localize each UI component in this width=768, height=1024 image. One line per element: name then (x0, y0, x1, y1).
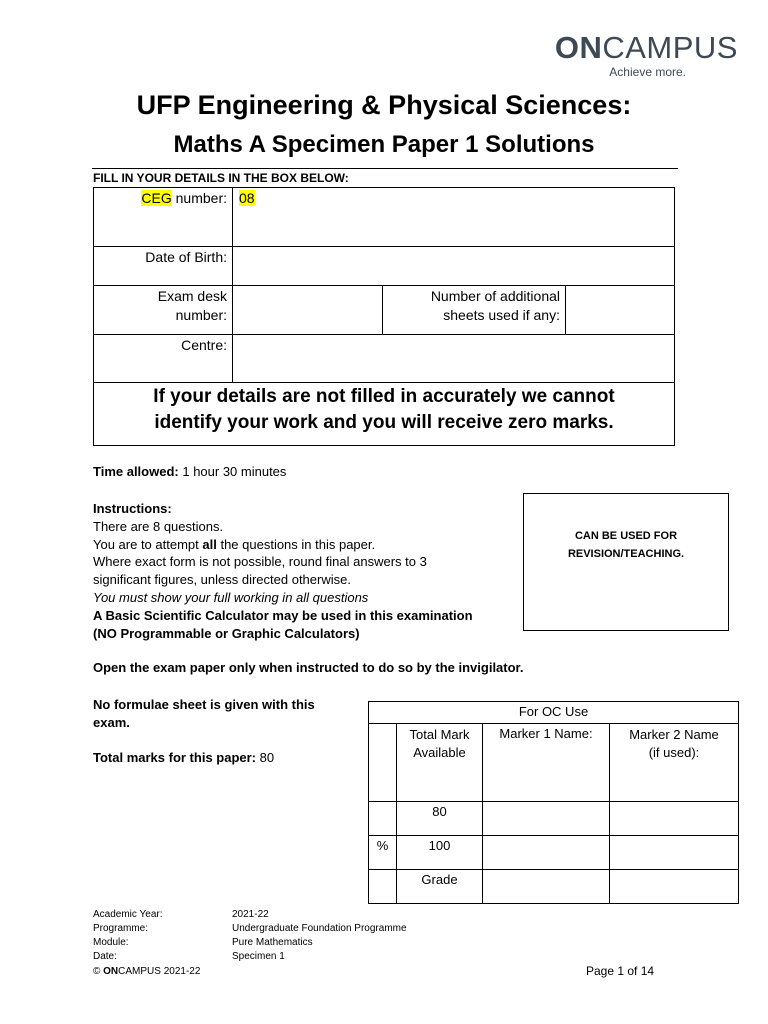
page-number: Page 1 of 14 (586, 964, 655, 978)
col-marker-2: Marker 2 Name (if used): (610, 724, 739, 802)
marker-2-total-cell[interactable] (610, 802, 739, 836)
col-total-mark: Total Mark Available (397, 724, 483, 802)
additional-sheets-field[interactable] (566, 286, 675, 333)
centre-field[interactable] (233, 335, 675, 381)
percent-value: 100 (397, 836, 483, 870)
page-subtitle: Maths A Specimen Paper 1 Solutions (173, 131, 595, 158)
details-box (93, 187, 675, 446)
oncampus-logo (555, 32, 738, 79)
marker-1-grade-cell[interactable] (483, 870, 610, 904)
additional-sheets-label: Number of additional sheets used if any: (430, 288, 560, 323)
accuracy-warning: If your details are not filled in accurately we cannot identify your work and you will receive zero marks. (153, 386, 615, 433)
footer-labels: Academic Year: Programme: Module: Date: (93, 909, 163, 962)
title-divider (92, 168, 678, 169)
marker-1-percent-cell[interactable] (483, 836, 610, 870)
page-title: UFP Engineering & Physical Sciences: (136, 90, 632, 120)
logo-tagline: Achieve more. (609, 65, 686, 79)
marker-2-percent-cell[interactable] (610, 836, 739, 870)
desk-label: Exam desk number: (157, 288, 227, 323)
percent-label: % (369, 836, 397, 870)
formulae-note: No formulae sheet is given with this exam. (93, 697, 315, 730)
total-available-value: 80 (397, 802, 483, 836)
dob-label: Date of Birth: (145, 249, 227, 265)
centre-label: Centre: (181, 337, 227, 353)
ceg-value[interactable]: 08 (239, 190, 255, 206)
time-allowed: Time allowed: 1 hour 30 minutes (93, 464, 287, 479)
open-paper-note: Open the exam paper only when instructed to do so by the invigilator. (93, 660, 524, 675)
dob-field[interactable] (233, 247, 675, 284)
col-marker-1: Marker 1 Name: (483, 724, 610, 802)
revision-stamp-box: CAN BE USED FOR REVISION/TEACHING. (523, 493, 729, 631)
ceg-label: CEG number: (141, 190, 227, 206)
footer-values: 2021-22 Undergraduate Foundation Programme Pure Mathematics Specimen 1 (232, 909, 407, 962)
grade-label: Grade (397, 870, 483, 904)
oc-header: For OC Use (369, 702, 739, 724)
oc-use-table (368, 701, 739, 904)
desk-field[interactable] (233, 286, 381, 333)
instructions-heading: Instructions: (93, 501, 172, 516)
total-marks: Total marks for this paper: 80 (93, 750, 275, 765)
logo-wordmark: ONCAMPUS (554, 30, 738, 65)
marker-1-total-cell[interactable] (483, 802, 610, 836)
footer-copyright: © ONCAMPUS 2021-22 (93, 966, 201, 977)
marker-2-grade-cell[interactable] (610, 870, 739, 904)
details-heading: FILL IN YOUR DETAILS IN THE BOX BELOW: (93, 171, 349, 185)
instructions: Instructions: There are 8 questions. You are to attempt all the questions in this paper. Where exact form is not possible, round final answers to 3 significant figures, unless directed otherwise. You must show your full working in all questions A Basic Scientific Calculator may be used in this examination (NO Programmable or Graphic Calculators) (93, 501, 473, 641)
